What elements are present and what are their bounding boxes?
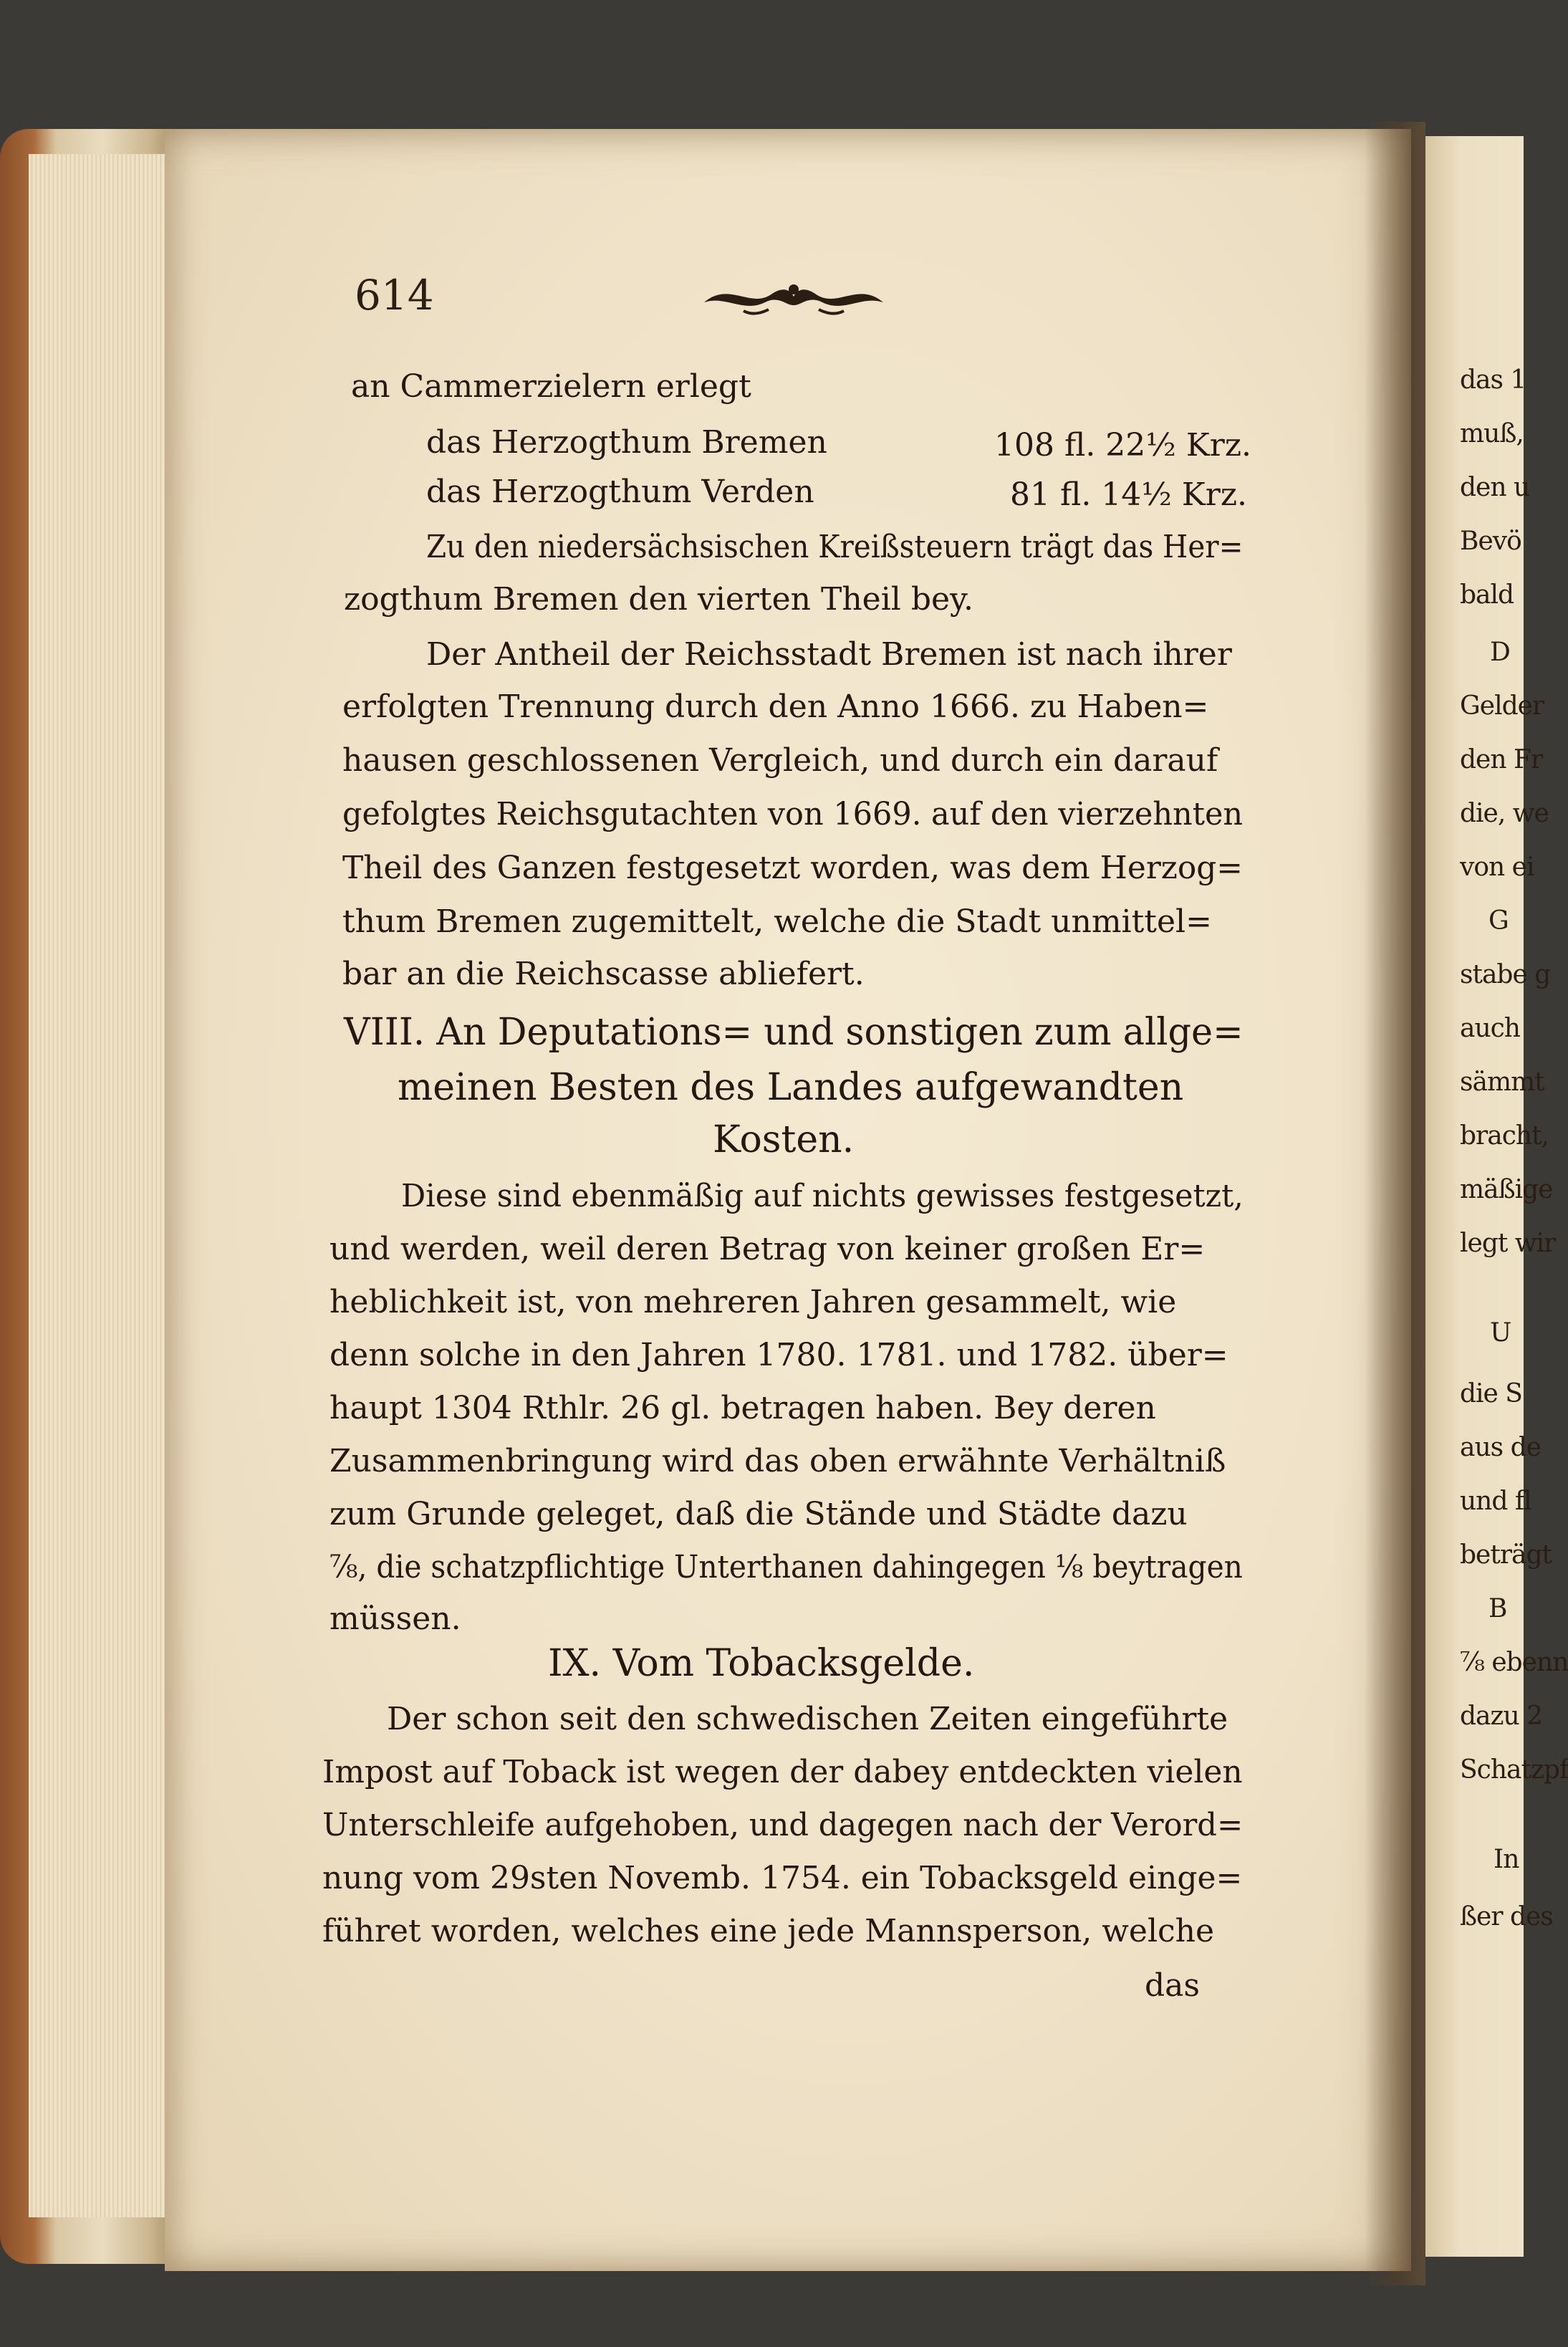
text-line: heblichkeit ist, von mehreren Jahren gesammelt, wie [330,1284,1177,1320]
facing-page [1425,136,1568,2257]
text-line: denn solche in den Jahren 1780. 1781. und 1782. über= [330,1337,1228,1373]
facing-line: ⅞ ebenn [1460,1648,1568,1677]
text-line: zum Grunde geleget, daß die Stände und Städte dazu [330,1496,1188,1532]
text-line: nung vom 29sten Novemb. 1754. ein Tobacksgeld einge= [322,1860,1243,1896]
text-line: und werden, weil deren Betrag von keiner großen Er= [330,1231,1206,1267]
facing-line: Gelder [1460,691,1544,721]
facing-line: B [1488,1594,1507,1623]
text-line: müssen. [330,1600,461,1637]
section-heading: meinen Besten des Landes aufgewandten [398,1066,1184,1109]
facing-line: beträgt [1460,1540,1552,1570]
section-heading: Kosten. [713,1118,855,1161]
facing-line: auch [1460,1014,1520,1043]
catchword: das [1145,1967,1200,2004]
text-line: gefolgtes Reichsgutachten von 1669. auf den vierzehnten [342,796,1244,832]
section-heading: VIII. An Deputations= und sonstigen zum allge= [344,1011,1244,1054]
text-line: das Herzogthum Bremen [426,424,827,461]
text-line: Zu den niedersächsischen Kreißsteuern trägt das Her= [426,529,1244,565]
facing-line: bracht, [1460,1121,1549,1151]
facing-line: den Fr [1460,745,1543,774]
facing-line: bald [1460,580,1514,610]
facing-line: U [1490,1318,1511,1348]
text-line: an Cammerzielern erlegt [351,368,751,405]
facing-line: ßer des [1460,1902,1553,1931]
amount: 81 fl. 14½ Krz. [1010,476,1247,513]
text-line: thum Bremen zugemittelt, welche die Stadt unmittel= [342,903,1212,940]
ornament-icon [701,274,887,320]
text-line: Diese sind ebenmäßig auf nichts gewisses festgesetzt, [401,1178,1244,1214]
facing-line: muß, [1460,419,1524,448]
text-line: haupt 1304 Rthlr. 26 gl. betragen haben. Bey deren [330,1390,1156,1426]
text-line: Theil des Ganzen festgesetzt worden, was dem Herzog= [342,850,1244,886]
amount: 108 fl. 22½ Krz. [994,427,1251,464]
text-line: das Herzogthum Verden [426,474,814,510]
text-line: bar an die Reichscasse abliefert. [342,956,865,992]
facing-line: mäßige [1460,1175,1553,1204]
facing-line: aus de [1460,1433,1541,1462]
facing-line: In [1494,1845,1519,1874]
facing-line: die S [1460,1379,1522,1408]
page-number: 614 [355,271,434,320]
facing-line: G [1488,906,1509,936]
facing-line: Bevö [1460,527,1521,556]
text-line: Der schon seit den schwedischen Zeiten eingeführte [387,1701,1228,1737]
facing-line: und fl [1460,1487,1531,1516]
facing-line: den u [1460,473,1530,502]
facing-line: die, we [1460,799,1549,828]
text-line: Zusammenbringung wird das oben erwähnte Verhältniß [330,1443,1226,1479]
facing-line: legt wir [1460,1229,1556,1258]
text-line: zogthum Bremen den vierten Theil bey. [344,581,974,618]
gutter-shadow [1365,122,1425,2285]
facing-line: das 1 [1460,365,1526,395]
facing-line: sämmt [1460,1067,1544,1097]
facing-line: stabe g [1460,960,1551,989]
facing-line: Schatzpf [1460,1755,1568,1785]
text-line: Der Antheil der Reichsstadt Bremen ist nach ihrer [426,636,1232,673]
text-line: erfolgten Trennung durch den Anno 1666. zu Haben= [342,688,1209,725]
text-line: führet worden, welches eine jede Mannsperson, welche [322,1913,1215,1949]
text-line: ⅞, die schatzpflichtige Unterthanen dahingegen ⅛ beytragen [330,1549,1243,1585]
text-line: hausen geschlossenen Vergleich, und durch ein darauf [342,742,1218,779]
page-stack [29,154,179,2217]
section-heading: IX. Vom Tobacksgelde. [548,1642,975,1685]
facing-line: dazu 2 [1460,1702,1543,1731]
facing-line: von ei [1460,853,1534,882]
facing-line: D [1490,638,1510,667]
text-line: Impost auf Toback ist wegen der dabey entdeckten vielen [322,1754,1243,1790]
text-line: Unterschleife aufgehoben, und dagegen nach der Verord= [322,1807,1244,1843]
